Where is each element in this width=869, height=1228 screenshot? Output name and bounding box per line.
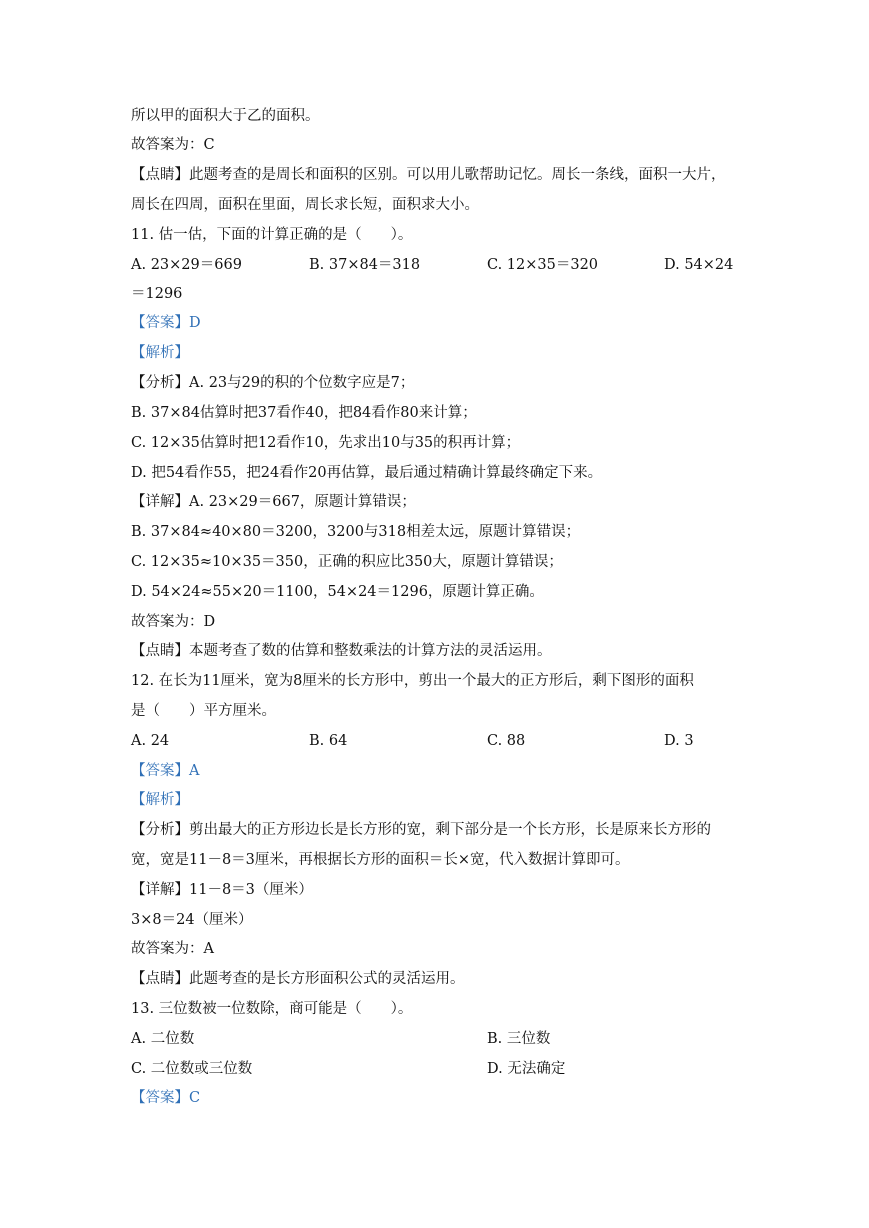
text-line: 是（ ）平方厘米。 xyxy=(131,703,276,719)
text-line: ＝1296 xyxy=(131,286,183,302)
text-line: 所以甲的面积大于乙的面积。 xyxy=(131,108,320,124)
text-line: C. 12×35估算时把12看作10，先求出10与35的积再计算； xyxy=(131,435,521,451)
q12-option-c: C. 88 xyxy=(487,733,526,749)
question-11: 11. 估一估，下面的计算正确的是（ ）。 xyxy=(131,227,413,243)
text-line: 【分析】剪出最大的正方形边长是长方形的宽，剩下部分是一个长方形，长是原来长方形的 xyxy=(131,822,711,838)
answer-label: 【答案】A xyxy=(131,763,200,779)
q13-option-b: B. 三位数 xyxy=(487,1031,551,1047)
answer-label: 【答案】D xyxy=(131,315,201,331)
text-line: B. 37×84估算时把37看作40，把84看作80来计算； xyxy=(131,405,477,421)
text-line: 【详解】11－8＝3（厘米） xyxy=(131,882,313,898)
text-line: 宽，宽是11－8＝3厘米，再根据长方形的面积＝长×宽，代入数据计算即可。 xyxy=(131,852,630,868)
q12-option-a: A. 24 xyxy=(131,733,170,749)
text-line: C. 12×35≈10×35＝350，正确的积应比350大，原题计算错误； xyxy=(131,554,563,570)
text-line: 故答案为：C xyxy=(131,137,215,153)
question-13: 13. 三位数被一位数除，商可能是（ ）。 xyxy=(131,1001,413,1017)
text-line: 【点睛】此题考查的是周长和面积的区别。可以用儿歌帮助记忆。周长一条线，面积一大片， xyxy=(131,167,726,183)
text-line: 故答案为：D xyxy=(131,614,216,630)
text-line: D. 54×24≈55×20＝1100，54×24＝1296，原题计算正确。 xyxy=(131,584,544,600)
text-line: 故答案为：A xyxy=(131,941,214,957)
text-line: 【详解】A. 23×29＝667，原题计算错误； xyxy=(131,494,416,510)
text-line: 【点睛】此题考查的是长方形面积公式的灵活运用。 xyxy=(131,971,465,987)
text-line: 【分析】A. 23与29的积的个位数字应是7； xyxy=(131,375,415,391)
text-line: 周长在四周，面积在里面，周长求长短，面积求大小。 xyxy=(131,197,479,213)
text-line: D. 把54看作55，把24看作20再估算，最后通过精确计算最终确定下来。 xyxy=(131,465,603,481)
q11-option-d: D. 54×24 xyxy=(664,257,734,273)
q11-option-c: C. 12×35＝320 xyxy=(487,257,599,273)
q12-option-b: B. 64 xyxy=(309,733,348,749)
q13-option-a: A. 二位数 xyxy=(131,1031,195,1047)
q11-option-b: B. 37×84＝318 xyxy=(309,257,421,273)
text-line: 3×8＝24（厘米） xyxy=(131,912,253,928)
q13-option-c: C. 二位数或三位数 xyxy=(131,1061,253,1077)
answer-label: 【答案】C xyxy=(131,1090,201,1106)
text-line: 【点睛】本题考查了数的估算和整数乘法的计算方法的灵活运用。 xyxy=(131,643,552,659)
q12-option-d: D. 3 xyxy=(664,733,694,749)
text-line: B. 37×84≈40×80＝3200，3200与318相差太远，原题计算错误； xyxy=(131,524,581,540)
q13-option-d: D. 无法确定 xyxy=(487,1061,566,1077)
analysis-label: 【解析】 xyxy=(131,345,189,361)
question-12: 12. 在长为11厘米，宽为8厘米的长方形中，剪出一个最大的正方形后，剩下图形的面积 xyxy=(131,673,694,689)
q11-option-a: A. 23×29＝669 xyxy=(131,257,242,273)
analysis-label: 【解析】 xyxy=(131,792,189,808)
